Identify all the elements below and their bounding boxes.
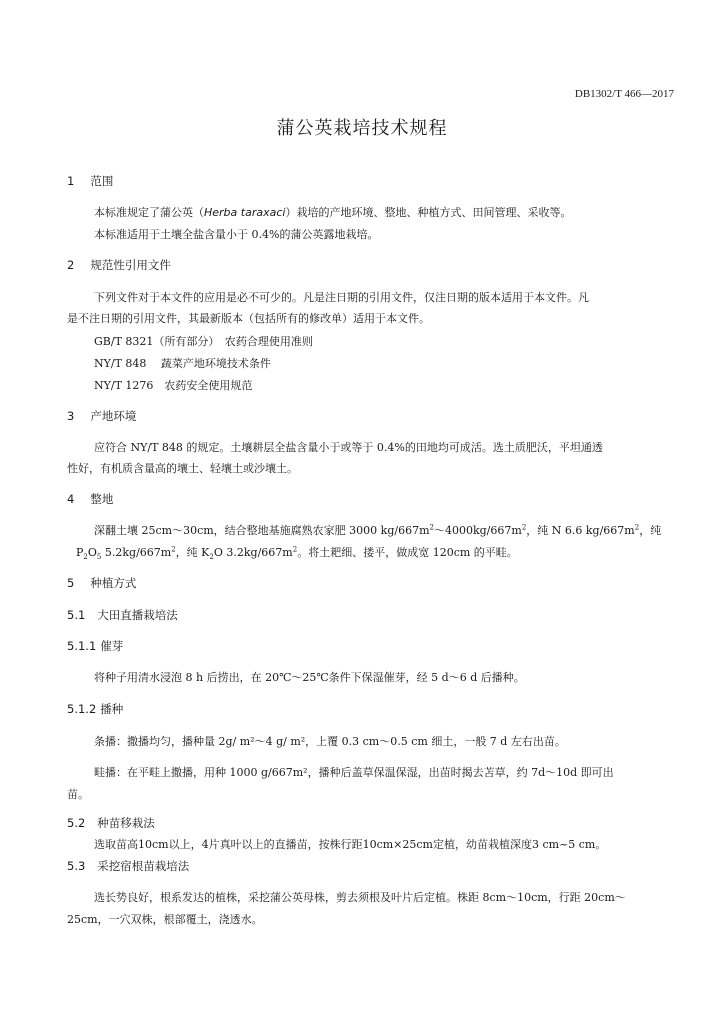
section-5-1-2-text-1: 条播：撒播均匀，播种量 2g/ m²～4 g/ m²，上覆 0.3 cm～0.5 cm 细土，一般 7 d 左右出苗。 <box>94 735 566 748</box>
reference-item: GB/T 8321（所有部分） 农药合理使用准则 <box>94 335 313 348</box>
reference-item: NY/T 1276 农药安全使用规范 <box>94 379 253 392</box>
section-2-heading: 2 规范性引用文件 <box>67 258 171 272</box>
section-3-line-1: 应符合 NY/T 848 的规定。土壤耕层全盐含量小于或等于 0.4%的田地均可成活。选土质肥沃，平坦通透 <box>94 441 603 454</box>
section-5-3-heading: 5.3 采挖宿根苗栽培法 <box>67 859 190 873</box>
section-1-para-2: 本标准适用于土壤全盐含量小于 0.4%的蒲公英露地栽培。 <box>94 228 379 241</box>
section-1-para-1: 本标准规定了蒲公英（Herba taraxaci）栽培的产地环境、整地、种植方式、田间管理、采收等。 <box>94 206 572 219</box>
section-2-para-line-2: 是不注日期的引用文件，其最新版本（包括所有的修改单）适用于本文件。 <box>67 312 430 325</box>
section-5-1-2-text-2-line-2: 苗。 <box>67 788 89 801</box>
page-title: 蒲公英栽培技术规程 <box>276 118 448 139</box>
section-5-2-heading: 5.2 种苗移栽法 <box>67 816 155 830</box>
section-2-para-line-1: 下列文件对于本文件的应用是必不可少的。凡是注日期的引用文件，仅注日期的版本适用于本文件。凡 <box>94 291 589 304</box>
section-3-line-2: 性好，有机质含量高的壤土、轻壤土或沙壤土。 <box>67 462 298 475</box>
section-1-heading <box>67 173 113 189</box>
section-4-heading: 4 整地 <box>67 492 114 506</box>
section-3-heading: 3 产地环境 <box>67 409 137 423</box>
section-number: 1 <box>67 174 75 188</box>
section-5-3-line-1: 选长势良好，根系发达的植株，采挖蒲公英母株，剪去须根及叶片后定植。株距 8cm～10cm，行距 20cm～ <box>94 891 626 904</box>
document-number: DB1302/T 466—2017 <box>574 88 674 100</box>
section-5-1-2-text-2-line-1: 畦播：在平畦上撒播，用种 1000 g/667m²，播种后盖草保温保湿，出苗时揭去苫草，约 7d～10d 即可出 <box>94 766 614 779</box>
section-5-heading: 5 种植方式 <box>67 576 137 590</box>
section-title: 范围 <box>90 174 114 188</box>
section-4-line-2: $P_2O_5$ $5.2kg/667m^2$，纯 $K_2O$ $3.2kg/667m^2$。将土耙细、搂平，做成宽 120cm 的平畦。 <box>76 545 518 562</box>
section-5-1-heading: 5.1 大田直播栽培法 <box>67 608 178 622</box>
section-5-1-1-heading: 5.1.1 催芽 <box>67 639 124 653</box>
section-5-1-2-heading: 5.1.2 播种 <box>67 702 124 716</box>
section-5-3-line-2: 25cm，一穴双株，根部覆土，浇透水。 <box>67 913 263 926</box>
section-5-2-text: 选取苗高10cm以上，4片真叶以上的直播苗，按株行距10cm×25cm定植，幼苗栽植深度3 cm~5 cm。 <box>94 838 607 851</box>
section-5-1-1-text: 将种子用清水浸泡 8 h 后捞出，在 20℃～25℃条件下保湿催芽，经 5 d～6 d 后播种。 <box>94 671 525 684</box>
section-4-line-1: 深翻土壤 25cm～30cm，结合整地基施腐熟农家肥 3000 $kg/667m^2\sim 4000kg/667m^2$，纯 N 6.6 $kg/667m^2$，纯 <box>94 523 662 537</box>
reference-item: NY/T 848 蔬菜产地环境技术条件 <box>94 357 271 370</box>
